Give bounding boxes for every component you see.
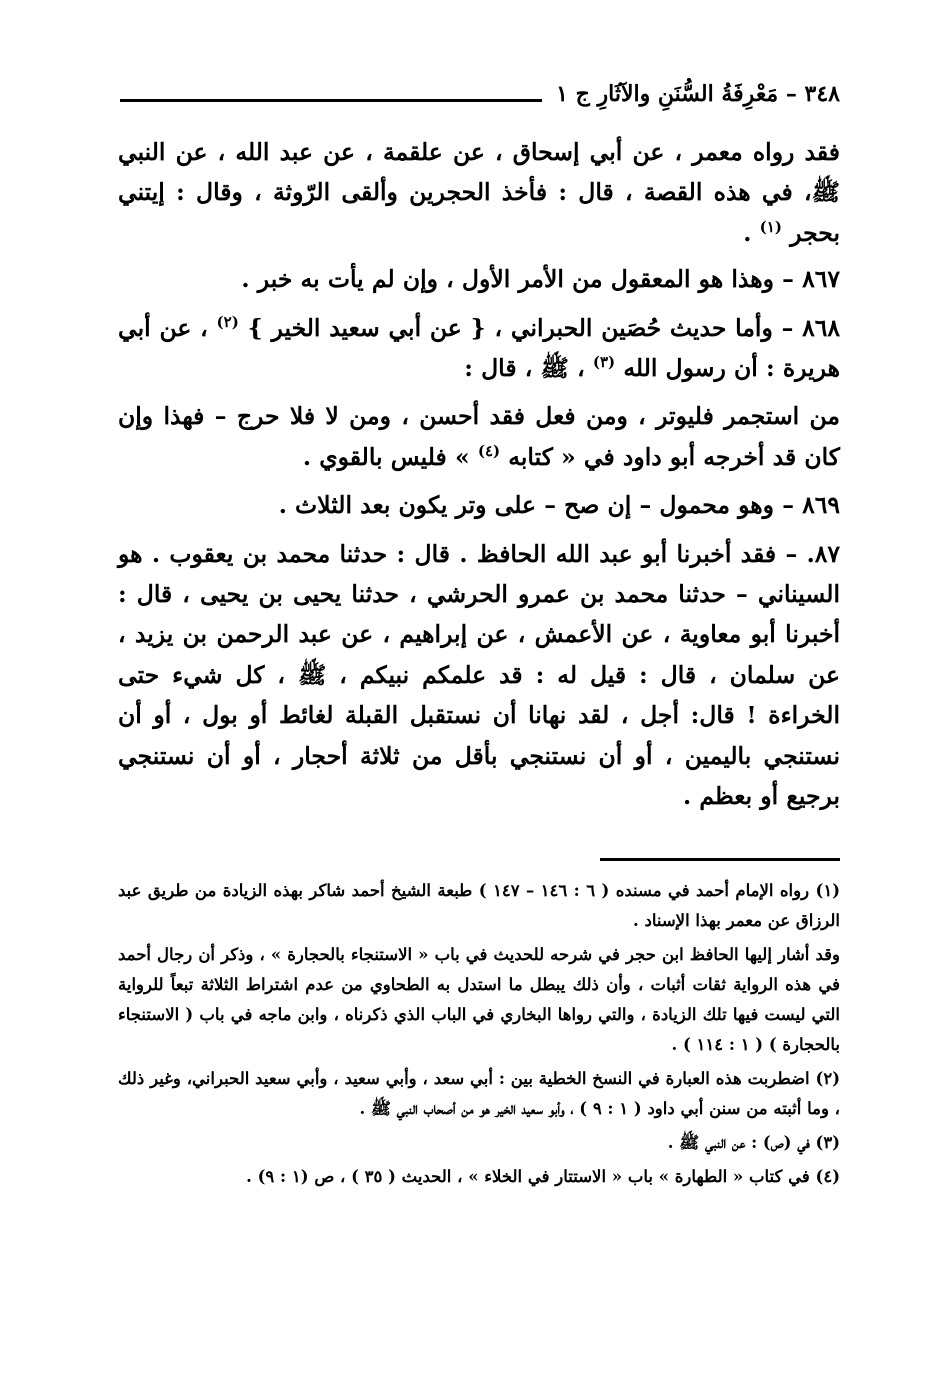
footnote-3: (٣) في (ص) : عن النبي ﷺ . bbox=[667, 1133, 840, 1153]
footnote-marker-4: (٤) bbox=[477, 442, 501, 461]
paragraph-1 bbox=[118, 132, 840, 253]
paragraph-hadith-tail: » فليس بالقوي . bbox=[302, 442, 478, 471]
footnote-marker-1: (١) bbox=[759, 217, 782, 236]
page-header-label: ٣٤٨ – مَعْرِفَةُ السُّنَنِ والآثَارِ ج ١ bbox=[556, 81, 840, 107]
paragraph-868 bbox=[118, 308, 840, 389]
footnote-separator bbox=[600, 858, 840, 861]
footnote-marker-2: (٢) bbox=[216, 312, 239, 331]
footnote-1: (١) رواه الإمام أحمد في مسنده ( ٦ : ١٤٦ – ١٤٧ ) طبعة الشيخ أحمد شاكر بهذه الزيادة من طريق عبد الرزاق عن معمر بهذا الإسناد . bbox=[118, 881, 840, 931]
footnote-marker-3: (٣) bbox=[592, 353, 616, 372]
paragraph-868-text: ٨٦٨ – وأما حديث حُصَين الحبراني ، { عن أبي سعيد الخير } bbox=[247, 313, 840, 342]
paragraph-870 bbox=[118, 534, 840, 817]
paragraph-868-tail2: ، ﷺ ، قال : bbox=[464, 354, 593, 383]
paragraph-hadith bbox=[118, 396, 840, 477]
footnotes-section bbox=[118, 876, 840, 1196]
main-text bbox=[118, 132, 840, 825]
footnote-1-continued: وقد أشار إليها الحافظ ابن حجر في شرحه للحديث في باب « الاستنجاء بالحجارة » ، وذكر أن رجال أحمد في هذه الرواية ثقات أثبات ، وأن ذلك يبطل ما استدل به الطحاوي من عدم اشتراط الثلاثة تبعاً للرواية التي ليست فيها تلك الزيادة ، والتي رواها البخاري في الباب الذي ذكرناه ، وابن ماجه في باب ( الاستنجاء بالحجارة ) ( ١ : ١١٤ ) . bbox=[118, 945, 840, 1055]
paragraph-867-text: ٨٦٧ – وهذا هو المعقول من الأمر الأول ، وإن لم يأت به خبر . bbox=[241, 265, 840, 294]
footnote-4: (٤) في كتاب « الطهارة » باب « الاستتار في الخلاء » ، الحديث ( ٣٥ ) ، ص (١ : ٩) . bbox=[246, 1167, 840, 1187]
page-header bbox=[120, 74, 840, 114]
paragraph-867 bbox=[118, 259, 840, 299]
paragraph-869 bbox=[118, 485, 840, 525]
paragraph-1-tail: . bbox=[743, 218, 760, 247]
paragraph-1-text: فقد رواه معمر ، عن أبي إسحاق ، عن علقمة ، عن عبد الله ، عن النبي ﷺ، في هذه القصة ، قال : فأخذ الحجرين وألقى الرّوثة ، وقال : إيتني بحجر bbox=[118, 138, 840, 247]
header-rule bbox=[120, 99, 542, 102]
footnote-2: (٢) اضطربت هذه العبارة في النسخ الخطية بين : أبي سعد ، وأبي سعيد ، وأبي سعيد الحبراني، وغير ذلك ، وما أثبته من سنن أبي داود ( ١ : ٩ ) ، وأبو سعيد الخير هو من أصحاب النبي ﷺ . bbox=[118, 1069, 840, 1119]
paragraph-868-tail: ، عن أبي هريرة : أن رسول الله bbox=[118, 313, 840, 383]
paragraph-hadith-text: من استجمر فليوتر ، ومن فعل فقد أحسن ، ومن لا فلا حرج – فهذا وإن كان قد أخرجه أبو داود في « كتابه bbox=[118, 402, 840, 471]
paragraph-869-text: ٨٦٩ – وهو محمول – إن صح – على وتر يكون بعد الثلاث . bbox=[278, 491, 840, 520]
paragraph-870-text: ٨٧. – فقد أخبرنا أبو عبد الله الحافظ . قال : حدثنا محمد بن يعقوب . هو السيناني – حدثنا محمد بن عمرو الحرشي ، حدثنا يحيى بن يحيى ، قال : أخبرنا أبو معاوية ، عن الأعمش ، عن إبراهيم ، عن عبد الرحمن بن يزيد ، عن سلمان ، قال : قيل له : قد علمكم نبيكم ، ﷺ ، كل شيء حتى الخراءة ! قال: أجل ، لقد نهانا أن نستقبل القبلة لغائط أو بول ، أو أن نستنجي باليمين ، أو أن نستنجي بأقل من ثلاثة أحجار ، أو أن نستنجي برجيع أو بعظم . bbox=[118, 539, 840, 811]
